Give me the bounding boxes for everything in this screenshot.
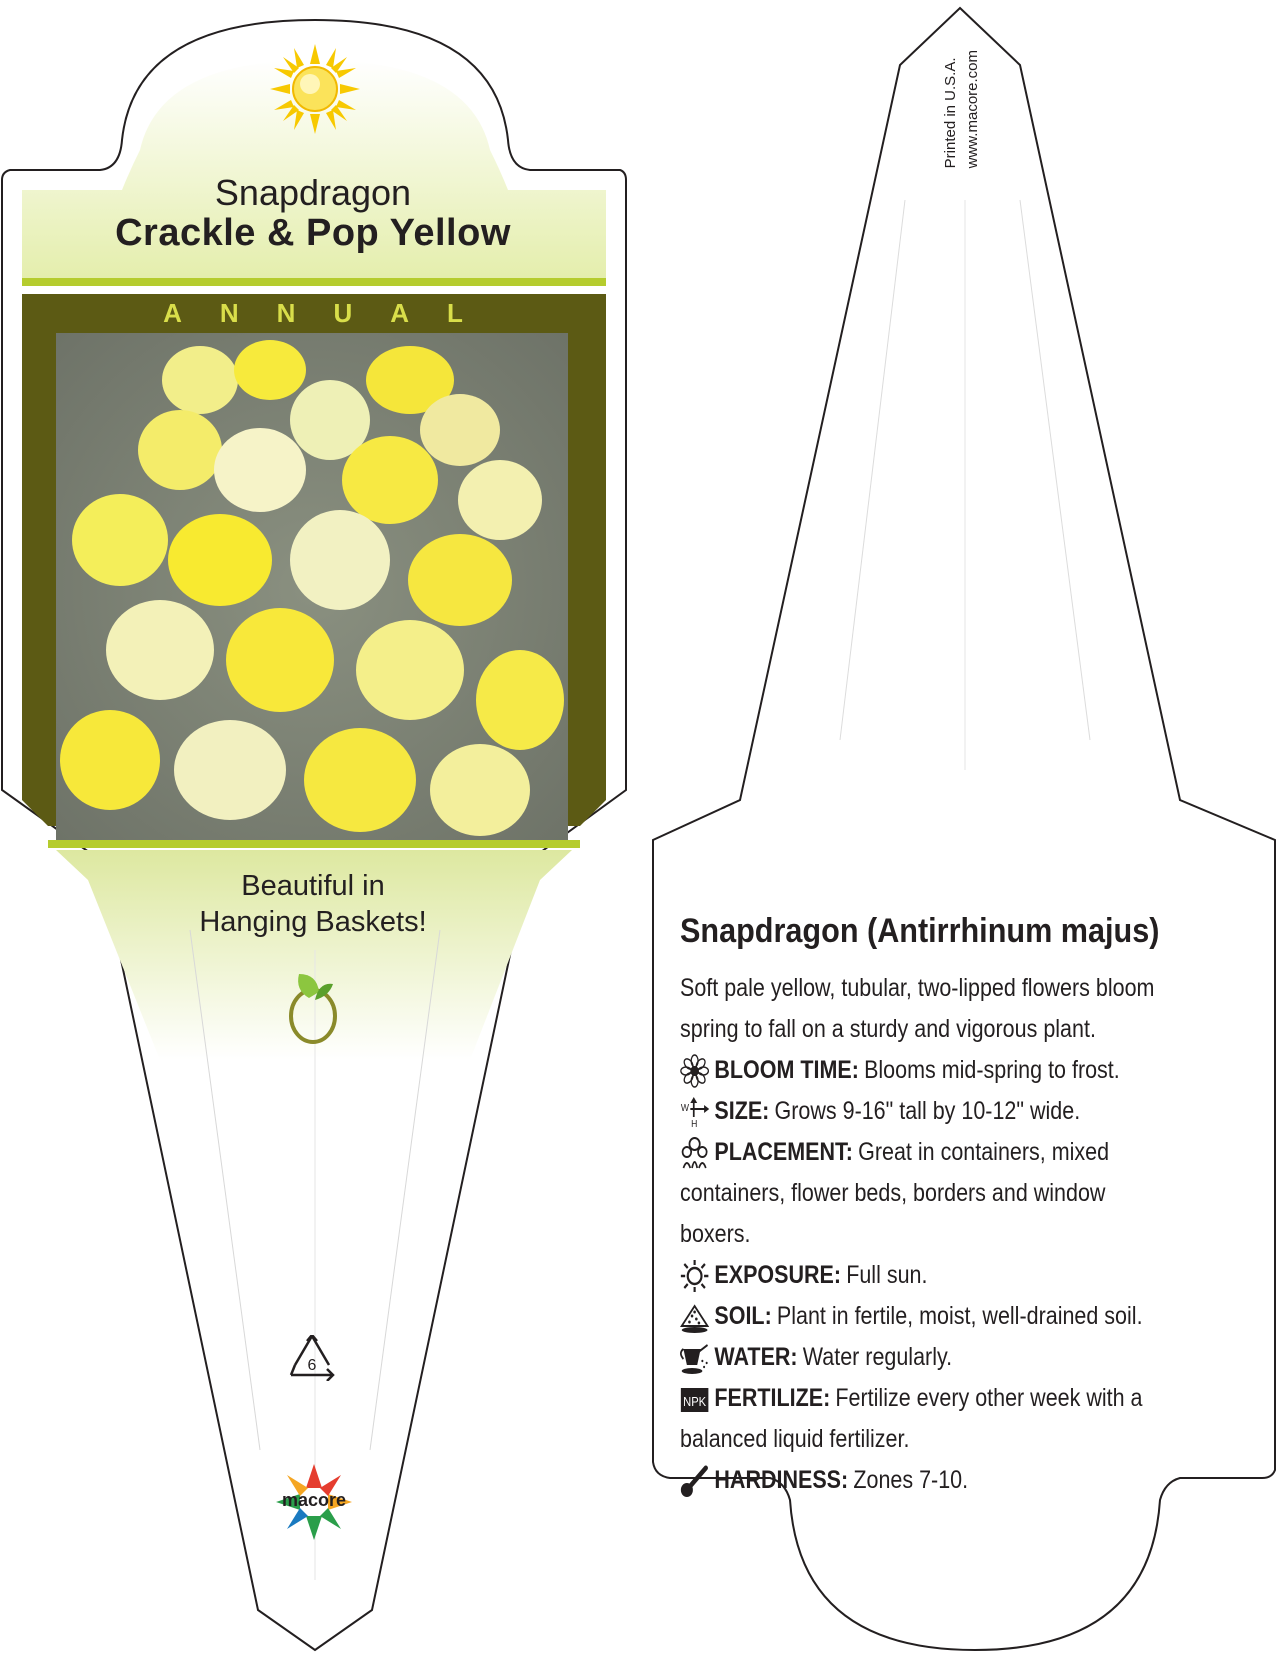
soil-icon xyxy=(680,1300,709,1334)
soil-label: SOIL: xyxy=(714,1302,772,1330)
hardiness-value: Zones 7-10. xyxy=(853,1466,969,1494)
care-info xyxy=(680,968,1170,1501)
sun-icon xyxy=(270,44,360,134)
recycle-number: 6 xyxy=(307,1357,317,1374)
bloom-time-row xyxy=(680,1050,1170,1091)
plants-icon xyxy=(680,1136,709,1170)
placement-value-continued: containers, flower beds, borders and window boxers. xyxy=(680,1179,1106,1248)
website-label: www.macore.com xyxy=(964,50,981,169)
size-label: SIZE: xyxy=(714,1097,770,1125)
recycle-icon xyxy=(287,1335,337,1381)
size-icon-h: H xyxy=(691,1117,698,1129)
common-name: Snapdragon xyxy=(214,172,412,213)
sun-outline-icon xyxy=(680,1259,709,1293)
placement-value: Great in containers, mixed xyxy=(858,1138,1110,1166)
size-icon-w: W xyxy=(680,1101,689,1113)
printed-info xyxy=(940,50,984,168)
placement-row xyxy=(680,1132,1170,1173)
npk-icon xyxy=(680,1382,709,1416)
water-value: Water regularly. xyxy=(802,1343,953,1371)
water-row xyxy=(680,1337,1170,1378)
hardiness-row xyxy=(680,1460,1170,1501)
plant-category: ANNUAL xyxy=(163,298,501,328)
thermometer-icon xyxy=(680,1464,709,1498)
size-value: Grows 9-16" tall by 10-12" wide. xyxy=(774,1097,1081,1125)
exposure-value: Full sun. xyxy=(846,1261,928,1289)
leaf-circle-icon xyxy=(285,970,341,1046)
tagline xyxy=(140,868,486,940)
bloom-time-value: Blooms mid-spring to frost. xyxy=(864,1056,1120,1084)
fertilize-value: Fertilize every other week with a xyxy=(835,1384,1143,1412)
description-line-2: spring to fall on a sturdy and vigorous plant. xyxy=(680,1015,1096,1043)
fertilize-row xyxy=(680,1378,1170,1419)
brand-name: macore xyxy=(281,1490,347,1510)
printed-in-label: Printed in U.S.A. xyxy=(942,57,959,169)
flower-icon xyxy=(680,1054,709,1088)
watering-can-icon xyxy=(680,1341,709,1375)
water-label: WATER: xyxy=(714,1343,798,1371)
placement-label: PLACEMENT: xyxy=(714,1138,853,1166)
soil-value: Plant in fertile, moist, well-drained soil. xyxy=(776,1302,1143,1330)
tagline-line-2: Hanging Baskets! xyxy=(199,906,427,938)
exposure-row xyxy=(680,1255,1170,1296)
tagline-line-1: Beautiful in xyxy=(241,870,385,902)
soil-row xyxy=(680,1296,1170,1337)
exposure-label: EXPOSURE: xyxy=(714,1261,842,1289)
size-arrows-icon xyxy=(680,1095,709,1129)
fertilize-label: FERTILIZE: xyxy=(714,1384,831,1412)
description-line-1: Soft pale yellow, tubular, two-lipped flowers bloom xyxy=(680,974,1155,1002)
fertilize-value-continued: balanced liquid fertilizer. xyxy=(680,1425,910,1453)
cultivar-name: Crackle & Pop Yellow xyxy=(115,212,511,254)
hardiness-label: HARDINESS: xyxy=(714,1466,849,1494)
bloom-time-label: BLOOM TIME: xyxy=(714,1056,859,1084)
size-row xyxy=(680,1091,1170,1132)
back-title: Snapdragon (Antirrhinum majus) xyxy=(680,912,1160,950)
npk-badge-text: NPK xyxy=(683,1393,707,1409)
